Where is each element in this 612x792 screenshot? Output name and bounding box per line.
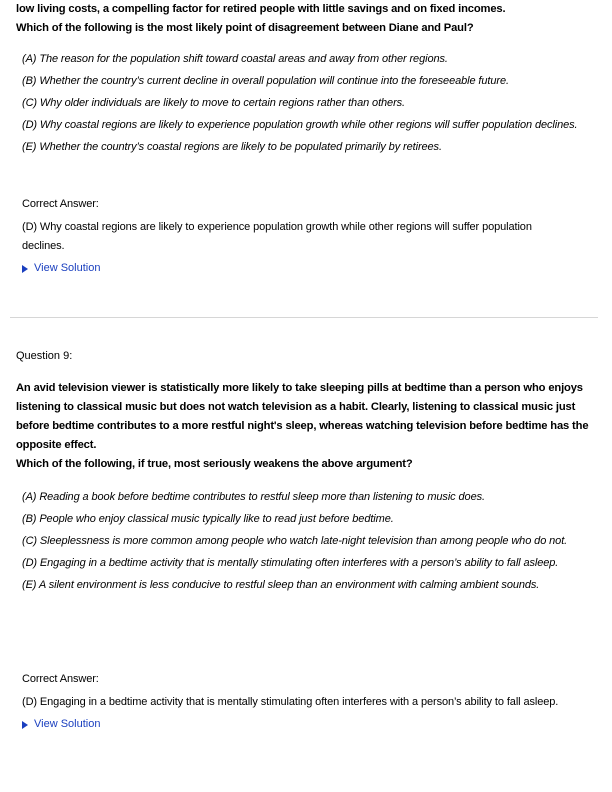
question-9-answer bbox=[16, 670, 600, 734]
question-prompt: Which of the following, if true, most seriously weakens the above argument? bbox=[16, 458, 413, 470]
correct-answer-text: (D) Why coastal regions are likely to experience population growth while other regions will suffer population declines. bbox=[22, 221, 532, 252]
question-8-stem bbox=[16, 0, 600, 38]
option-b: (B) People who enjoy classical music typically like to read just before bedtime. bbox=[22, 513, 394, 525]
question-8-answer bbox=[16, 195, 600, 278]
question-9-options bbox=[22, 488, 606, 598]
question-prompt: Which of the following is the most likely point of disagreement between Diane and Paul? bbox=[16, 22, 474, 34]
question-heading: Question 9: bbox=[16, 350, 73, 362]
option-e: (E) Whether the country’s coastal regions are likely to be populated primarily by retirees. bbox=[22, 141, 442, 153]
expand-triangle-icon bbox=[22, 265, 28, 273]
option-d: (D) Engaging in a bedtime activity that is mentally stimulating often interferes with a person’s ability to fall asleep. bbox=[22, 557, 559, 569]
view-solution-link[interactable] bbox=[22, 259, 100, 278]
option-a: (A) The reason for the population shift toward coastal areas and away from other regions. bbox=[22, 53, 448, 65]
option-c: (C) Why older individuals are likely to move to certain regions rather than others. bbox=[22, 97, 405, 109]
correct-answer-label: Correct Answer: bbox=[22, 673, 99, 685]
view-solution-label: View Solution bbox=[34, 262, 101, 274]
divider bbox=[10, 317, 598, 318]
correct-answer-text: (D) Engaging in a bedtime activity that is mentally stimulating often interferes with a person’s ability to fall asleep. bbox=[22, 696, 559, 708]
option-c: (C) Sleeplessness is more common among people who watch late-night television than among people who do not. bbox=[22, 535, 568, 547]
correct-answer-label: Correct Answer: bbox=[22, 198, 99, 210]
view-solution-label: View Solution bbox=[34, 718, 101, 730]
option-d: (D) Why coastal regions are likely to experience population growth while other regions will suffer population declines. bbox=[22, 119, 578, 131]
question-stem-line: low living costs, a compelling factor for retired people with little savings and on fixed incomes. bbox=[16, 3, 506, 15]
question-9-stem bbox=[16, 379, 600, 474]
option-b: (B) Whether the country’s current decline in overall population will continue into the foreseeable future. bbox=[22, 75, 509, 87]
option-e: (E) A silent environment is less conducive to restful sleep than an environment with calming ambient sounds. bbox=[22, 579, 540, 591]
question-9-heading bbox=[16, 347, 600, 366]
question-8-options bbox=[22, 50, 606, 160]
view-solution-link[interactable] bbox=[22, 715, 100, 734]
expand-triangle-icon bbox=[22, 721, 28, 729]
option-a: (A) Reading a book before bedtime contributes to restful sleep more than listening to music does. bbox=[22, 491, 485, 503]
question-stem: An avid television viewer is statistically more likely to take sleeping pills at bedtime than a person who enjoys listening to classical music but does not watch television as a habit. Clearly, listening to classical music just before bedtime contributes to a more restful night's sleep, whereas watching television before bedtime has the opposite effect. bbox=[16, 382, 589, 451]
